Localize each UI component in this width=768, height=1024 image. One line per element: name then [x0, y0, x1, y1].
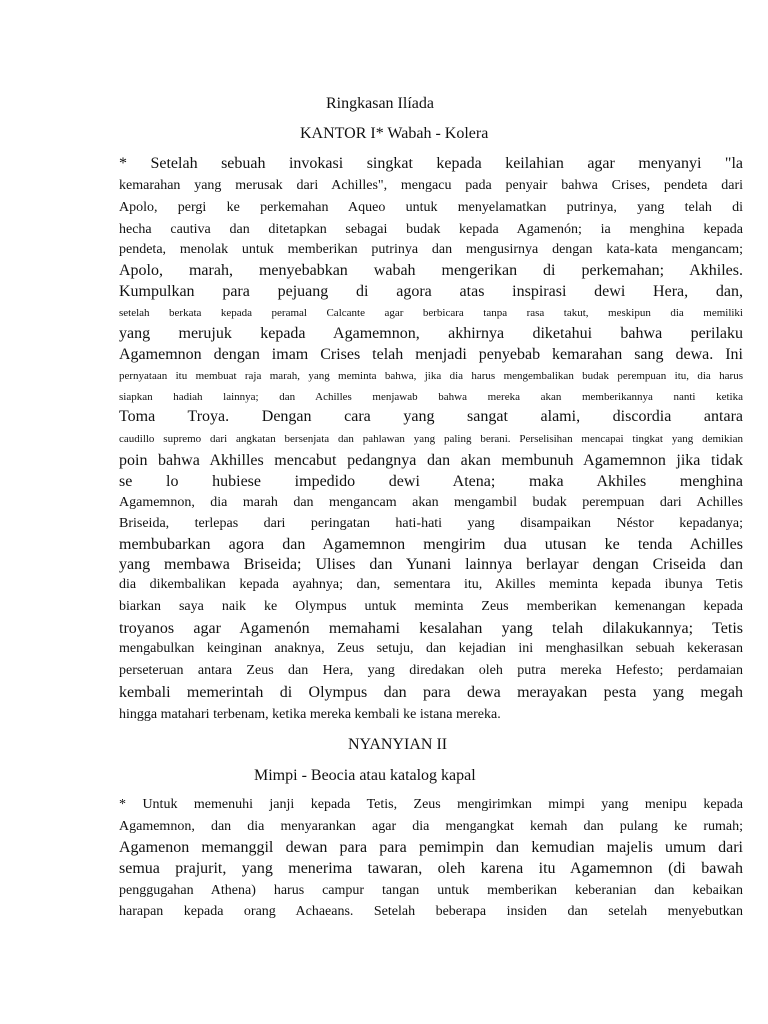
paragraph-line: siapkan hadiah lainnya; dan Achilles menjawab bahwa mereka akan memberikannya nanti ketika	[119, 391, 743, 403]
paragraph-line: yang membawa Briseida; Ulises dan Yunani lainnya berlayar dengan Criseida dan	[119, 556, 743, 573]
paragraph-line: * Untuk memenuhi janji kepada Tetis, Zeus mengirimkan mimpi yang menipu kepada	[119, 797, 743, 812]
paragraph-line: Apolo, marah, menyebabkan wabah mengerikan di perkemahan; Akhiles.	[119, 262, 743, 279]
paragraph-line: hecha cautiva dan ditetapkan sebagai budak kepada Agamenón; ia menghina kepada	[119, 222, 743, 237]
paragraph-line: Agamemnon, dan dia menyarankan agar dia mengangkat kemah dan pulang ke rumah;	[119, 819, 743, 834]
section-heading-kantor-i: KANTOR I* Wabah - Kolera	[300, 125, 489, 142]
paragraph-line: yang merujuk kepada Agamemnon, akhirnya diketahui bahwa perilaku	[119, 325, 743, 342]
paragraph-line: semua prajurit, yang menerima tawaran, oleh karena itu Agamemnon (di bawah	[119, 860, 743, 877]
paragraph-line: Agamenon memanggil dewan para para pemimpin dan kemudian majelis umum dari	[119, 839, 743, 856]
paragraph-line: kemarahan yang merusak dari Achilles", mengacu pada penyair bahwa Crises, pendeta dari	[119, 178, 743, 193]
paragraph-line: Toma Troya. Dengan cara yang sangat alami, discordia antara	[119, 408, 743, 425]
section-subheading: Mimpi - Beocia atau katalog kapal	[254, 767, 476, 784]
paragraph-line: setelah berkata kepada peramal Calcante agar berbicara tanpa rasa takut, meskipun dia memiliki	[119, 307, 743, 319]
document-title: Ringkasan Ilíada	[326, 95, 434, 112]
paragraph-line: * Setelah sebuah invokasi singkat kepada keilahian agar menyanyi "la	[119, 155, 743, 172]
paragraph-line: kembali memerintah di Olympus dan para dewa merayakan pesta yang megah	[119, 684, 743, 701]
paragraph-line: dia dikembalikan kepada ayahnya; dan, sementara itu, Akilles meminta kepada ibunya Tetis	[119, 577, 743, 592]
section-heading-nyanyian-ii: NYANYIAN II	[348, 736, 448, 753]
paragraph-line: Briseida, terlepas dari peringatan hati-hati yang disampaikan Néstor kepadanya;	[119, 516, 743, 531]
paragraph-line: Agamemnon dengan imam Crises telah menjadi penyebab kemarahan sang dewa. Ini	[119, 346, 743, 363]
paragraph-line: Apolo, pergi ke perkemahan Aqueo untuk menyelamatkan putrinya, yang telah di	[119, 200, 743, 215]
paragraph-line: biarkan saya naik ke Olympus untuk meminta Zeus memberikan kemenangan kepada	[119, 599, 743, 614]
paragraph-line: pernyataan itu membuat raja marah, yang meminta bahwa, jika dia harus mengembalikan budak perempuan itu, dia harus	[119, 370, 743, 382]
paragraph-line: hingga matahari terbenam, ketika mereka kembali ke istana mereka.	[119, 707, 501, 722]
paragraph-line: penggugahan Athena) harus campur tangan untuk memberikan keberanian dan kebaikan	[119, 883, 743, 898]
paragraph-line: troyanos agar Agamenón memahami kesalahan yang telah dilakukannya; Tetis	[119, 620, 743, 637]
paragraph-line: Kumpulkan para pejuang di agora atas inspirasi dewi Hera, dan,	[119, 283, 743, 300]
paragraph-line: caudillo supremo dari angkatan bersenjata dan pahlawan yang paling berani. Perselisihan mencapai tingkat yang demikian	[119, 433, 743, 445]
paragraph-line: Agamemnon, dia marah dan mengancam akan mengambil budak perempuan dari Achilles	[119, 495, 743, 510]
paragraph-line: se lo hubiese impedido dewi Atena; maka Akhiles menghina	[119, 473, 743, 490]
paragraph-line: poin bahwa Akhilles mencabut pedangnya dan akan membunuh Agamemnon jika tidak	[119, 452, 743, 469]
paragraph-line: pendeta, menolak untuk memberikan putrinya dan mengusirnya dengan kata-kata mengancam;	[119, 242, 743, 257]
paragraph-line: membubarkan agora dan Agamemnon mengirim dua utusan ke tenda Achilles	[119, 536, 743, 553]
paragraph-line: perseteruan antara Zeus dan Hera, yang diredakan oleh putra mereka Hefesto; perdamaian	[119, 663, 743, 678]
paragraph-line: harapan kepada orang Achaeans. Setelah beberapa insiden dan setelah menyebutkan	[119, 904, 743, 919]
paragraph-line: mengabulkan keinginan anaknya, Zeus setuju, dan kejadian ini menghasilkan sebuah kekerasan	[119, 641, 743, 656]
